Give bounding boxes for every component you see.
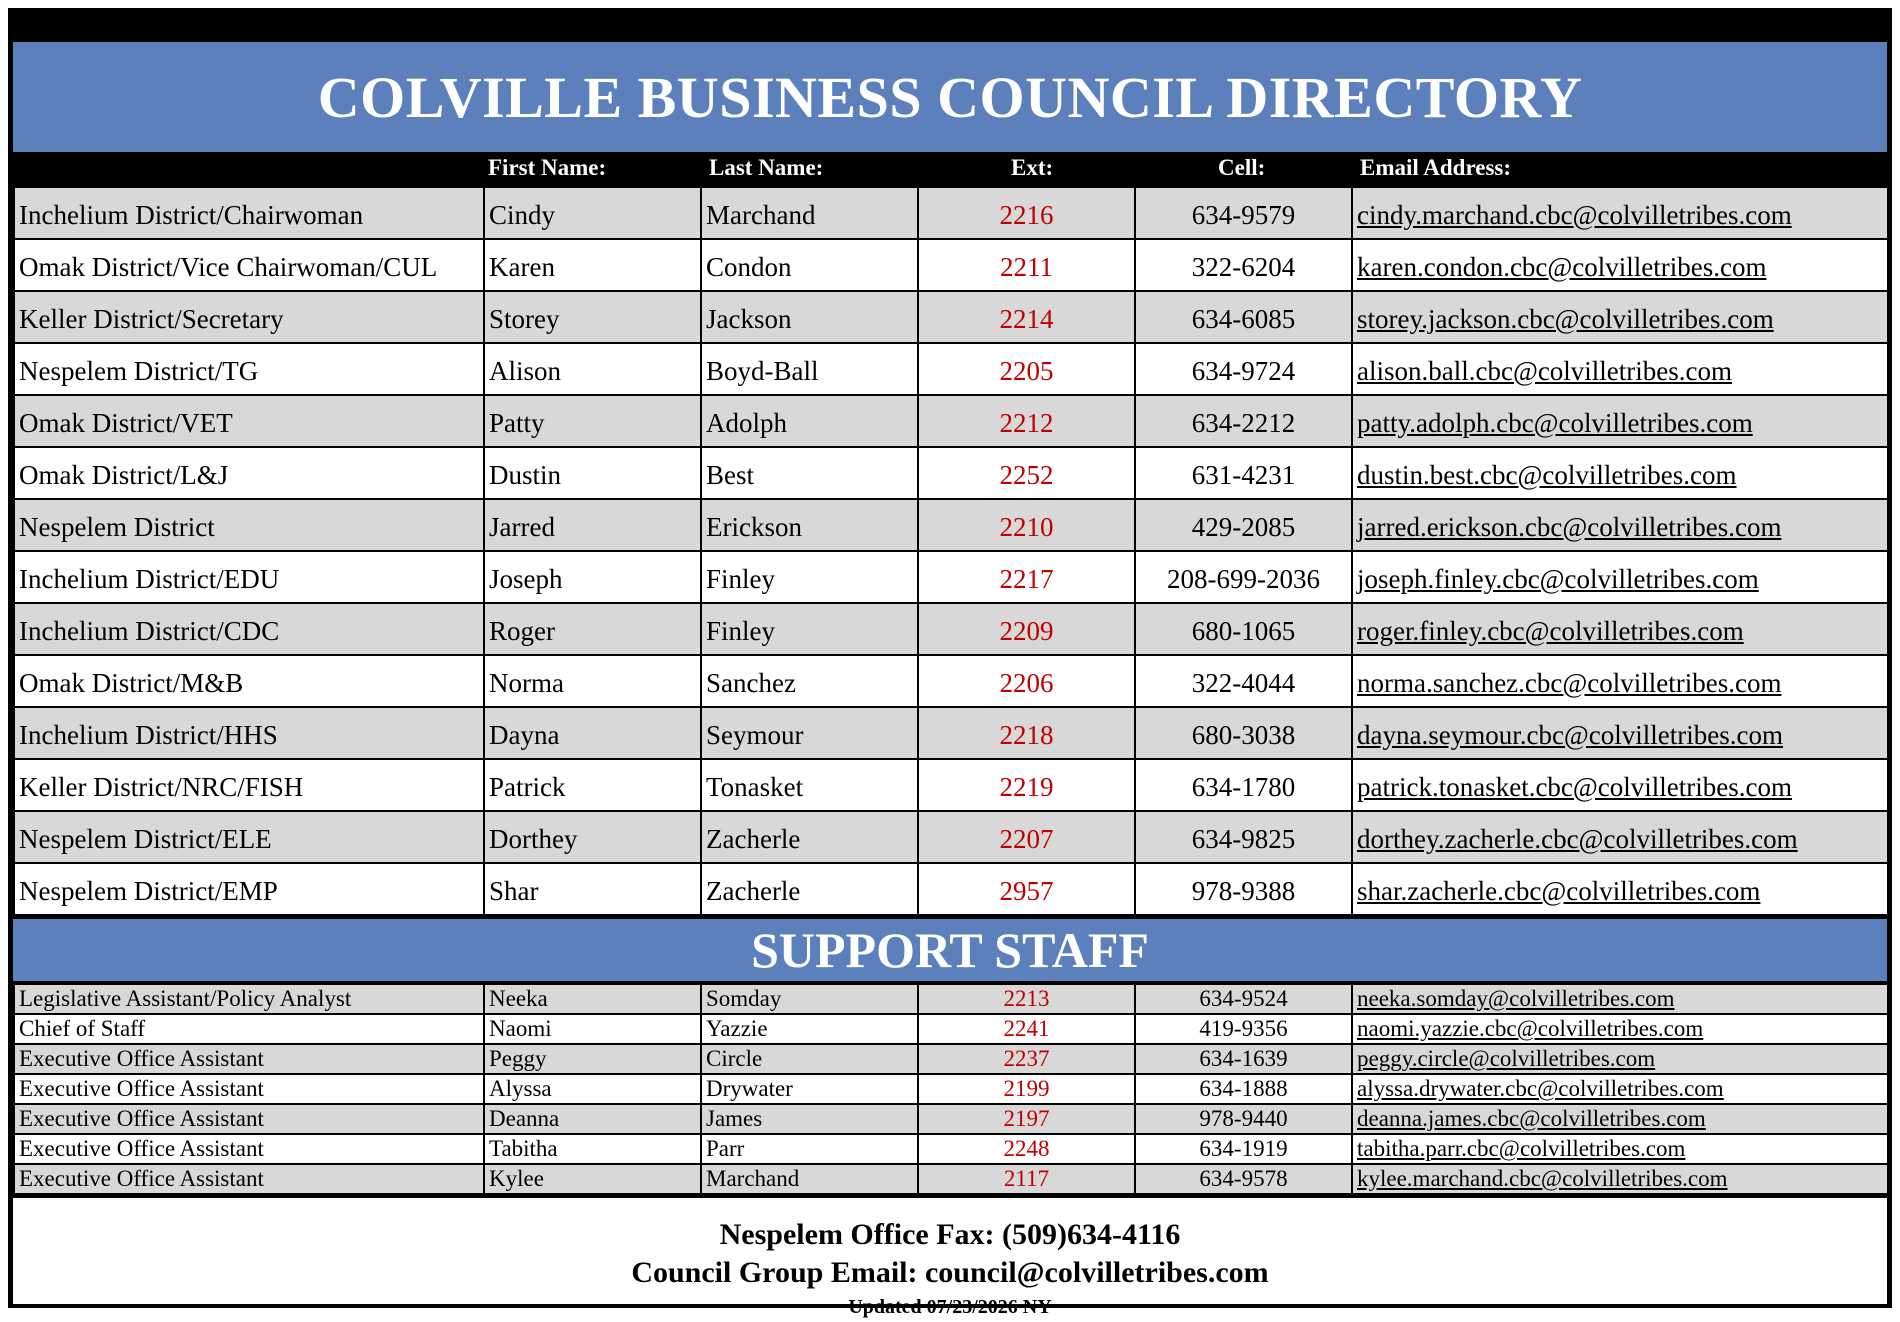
ext-cell: 2206	[918, 655, 1135, 707]
cell-phone-cell: 208-699-2036	[1135, 551, 1352, 603]
council-row	[14, 707, 1888, 759]
last-name-cell: Tonasket	[701, 759, 918, 811]
first-name-cell: Deanna	[484, 1104, 701, 1134]
first-name-cell: Tabitha	[484, 1134, 701, 1164]
role-cell: Inchelium District/HHS	[14, 707, 484, 759]
email-link[interactable]: storey.jackson.cbc@colvilletribes.com	[1352, 291, 1888, 343]
email-link[interactable]: cindy.marchand.cbc@colvilletribes.com	[1352, 187, 1888, 239]
council-row	[14, 603, 1888, 655]
email-link[interactable]: norma.sanchez.cbc@colvilletribes.com	[1352, 655, 1888, 707]
cell-phone-cell: 322-4044	[1135, 655, 1352, 707]
role-cell: Omak District/Vice Chairwoman/CUL	[14, 239, 484, 291]
ext-cell: 2209	[918, 603, 1135, 655]
office-fax: Nespelem Office Fax: (509)634-4116	[719, 1218, 1181, 1251]
header-cell: Cell:	[1218, 155, 1266, 180]
role-cell: Executive Office Assistant	[14, 1104, 484, 1134]
council-row	[14, 759, 1888, 811]
role-cell: Executive Office Assistant	[14, 1074, 484, 1104]
staff-row	[14, 1074, 1888, 1104]
first-name-cell: Storey	[484, 291, 701, 343]
ext-cell: 2117	[918, 1164, 1135, 1194]
first-name-cell: Joseph	[484, 551, 701, 603]
ext-cell: 2197	[918, 1104, 1135, 1134]
ext-cell: 2213	[918, 984, 1135, 1014]
cell-phone-cell: 634-9578	[1135, 1164, 1352, 1194]
role-cell: Omak District/M&B	[14, 655, 484, 707]
last-name-cell: Marchand	[701, 1164, 918, 1194]
cell-phone-cell: 680-1065	[1135, 603, 1352, 655]
first-name-cell: Norma	[484, 655, 701, 707]
email-link[interactable]: dayna.seymour.cbc@colvilletribes.com	[1352, 707, 1888, 759]
ext-cell: 2212	[918, 395, 1135, 447]
last-name-cell: Erickson	[701, 499, 918, 551]
ext-cell: 2207	[918, 811, 1135, 863]
last-name-cell: Drywater	[701, 1074, 918, 1104]
role-cell: Nespelem District/ELE	[14, 811, 484, 863]
staff-row	[14, 1164, 1888, 1194]
cell-phone-cell: 634-1639	[1135, 1044, 1352, 1074]
header-ext: Ext:	[1011, 155, 1054, 180]
last-name-cell: Marchand	[701, 187, 918, 239]
council-row	[14, 343, 1888, 395]
last-name-cell: Circle	[701, 1044, 918, 1074]
first-name-cell: Naomi	[484, 1014, 701, 1044]
last-name-cell: Finley	[701, 551, 918, 603]
ext-cell: 2252	[918, 447, 1135, 499]
role-cell: Inchelium District/Chairwoman	[14, 187, 484, 239]
first-name-cell: Karen	[484, 239, 701, 291]
header-last-name: Last Name:	[709, 155, 824, 180]
first-name-cell: Roger	[484, 603, 701, 655]
last-name-cell: Seymour	[701, 707, 918, 759]
last-name-cell: Parr	[701, 1134, 918, 1164]
first-name-cell: Peggy	[484, 1044, 701, 1074]
council-row	[14, 499, 1888, 551]
first-name-cell: Dayna	[484, 707, 701, 759]
first-name-cell: Dustin	[484, 447, 701, 499]
role-cell: Executive Office Assistant	[14, 1044, 484, 1074]
email-link[interactable]: deanna.james.cbc@colvilletribes.com	[1352, 1104, 1888, 1134]
council-row	[14, 551, 1888, 603]
last-name-cell: Sanchez	[701, 655, 918, 707]
role-cell: Omak District/VET	[14, 395, 484, 447]
last-name-cell: Zacherle	[701, 863, 918, 915]
ext-cell: 2205	[918, 343, 1135, 395]
role-cell: Nespelem District/TG	[14, 343, 484, 395]
ext-cell: 2211	[918, 239, 1135, 291]
first-name-cell: Neeka	[484, 984, 701, 1014]
cell-phone-cell: 429-2085	[1135, 499, 1352, 551]
ext-cell: 2214	[918, 291, 1135, 343]
staff-row	[14, 1134, 1888, 1164]
first-name-cell: Dorthey	[484, 811, 701, 863]
role-cell: Nespelem District	[14, 499, 484, 551]
council-row	[14, 655, 1888, 707]
email-link[interactable]: neeka.somday@colvilletribes.com	[1352, 984, 1888, 1014]
staff-row	[14, 984, 1888, 1014]
council-row	[14, 291, 1888, 343]
first-name-cell: Jarred	[484, 499, 701, 551]
last-name-cell: Boyd-Ball	[701, 343, 918, 395]
ext-cell: 2210	[918, 499, 1135, 551]
directory-sheet	[13, 42, 1887, 1318]
ext-cell: 2237	[918, 1044, 1135, 1074]
first-name-cell: Kylee	[484, 1164, 701, 1194]
cell-phone-cell: 634-9825	[1135, 811, 1352, 863]
header-first-name: First Name:	[488, 155, 607, 180]
council-group-email: Council Group Email: council@colvilletribes.com	[631, 1256, 1269, 1289]
cell-phone-cell: 634-9724	[1135, 343, 1352, 395]
email-link[interactable]: naomi.yazzie.cbc@colvilletribes.com	[1352, 1014, 1888, 1044]
email-link[interactable]: peggy.circle@colvilletribes.com	[1352, 1044, 1888, 1074]
role-cell: Keller District/NRC/FISH	[14, 759, 484, 811]
page-title: COLVILLE BUSINESS COUNCIL DIRECTORY	[13, 42, 1887, 152]
email-link[interactable]: dorthey.zacherle.cbc@colvilletribes.com	[1352, 811, 1888, 863]
role-cell: Inchelium District/EDU	[14, 551, 484, 603]
ext-cell: 2218	[918, 707, 1135, 759]
ext-cell: 2248	[918, 1134, 1135, 1164]
email-link[interactable]: alyssa.drywater.cbc@colvilletribes.com	[1352, 1074, 1888, 1104]
email-link[interactable]: dustin.best.cbc@colvilletribes.com	[1352, 447, 1888, 499]
email-link[interactable]: karen.condon.cbc@colvilletribes.com	[1352, 239, 1888, 291]
first-name-cell: Patty	[484, 395, 701, 447]
first-name-cell: Cindy	[484, 187, 701, 239]
first-name-cell: Alison	[484, 343, 701, 395]
cell-phone-cell: 634-2212	[1135, 395, 1352, 447]
first-name-cell: Patrick	[484, 759, 701, 811]
ext-cell: 2241	[918, 1014, 1135, 1044]
last-name-cell: James	[701, 1104, 918, 1134]
role-cell: Keller District/Secretary	[14, 291, 484, 343]
top-border	[8, 8, 1892, 42]
cell-phone-cell: 634-9579	[1135, 187, 1352, 239]
staff-row	[14, 1014, 1888, 1044]
role-cell: Executive Office Assistant	[14, 1164, 484, 1194]
cell-phone-cell: 634-6085	[1135, 291, 1352, 343]
cell-phone-cell: 680-3038	[1135, 707, 1352, 759]
last-name-cell: Best	[701, 447, 918, 499]
last-name-cell: Yazzie	[701, 1014, 918, 1044]
footer	[13, 1195, 1887, 1322]
email-link[interactable]: jarred.erickson.cbc@colvilletribes.com	[1352, 499, 1888, 551]
cell-phone-cell: 634-9524	[1135, 984, 1352, 1014]
cell-phone-cell: 634-1780	[1135, 759, 1352, 811]
cell-phone-cell: 322-6204	[1135, 239, 1352, 291]
email-link[interactable]: roger.finley.cbc@colvilletribes.com	[1352, 603, 1888, 655]
ext-cell: 2216	[918, 187, 1135, 239]
staff-row	[14, 1044, 1888, 1074]
staff-table	[13, 983, 1889, 1195]
role-cell: Nespelem District/EMP	[14, 863, 484, 915]
staff-row	[14, 1104, 1888, 1134]
email-link[interactable]: tabitha.parr.cbc@colvilletribes.com	[1352, 1134, 1888, 1164]
council-row	[14, 239, 1888, 291]
cell-phone-cell: 634-1888	[1135, 1074, 1352, 1104]
email-link[interactable]: patty.adolph.cbc@colvilletribes.com	[1352, 395, 1888, 447]
council-table	[13, 186, 1889, 916]
email-link[interactable]: kylee.marchand.cbc@colvilletribes.com	[1352, 1164, 1888, 1194]
cell-phone-cell: 419-9356	[1135, 1014, 1352, 1044]
council-row	[14, 395, 1888, 447]
column-header-row	[13, 152, 1887, 186]
header-email: Email Address:	[1360, 155, 1512, 180]
role-cell: Executive Office Assistant	[14, 1134, 484, 1164]
email-link[interactable]: shar.zacherle.cbc@colvilletribes.com	[1352, 863, 1888, 915]
ext-cell: 2219	[918, 759, 1135, 811]
first-name-cell: Shar	[484, 863, 701, 915]
role-cell: Chief of Staff	[14, 1014, 484, 1044]
last-name-cell: Adolph	[701, 395, 918, 447]
cell-phone-cell: 978-9388	[1135, 863, 1352, 915]
email-link[interactable]: alison.ball.cbc@colvilletribes.com	[1352, 343, 1888, 395]
council-row	[14, 447, 1888, 499]
role-cell: Legislative Assistant/Policy Analyst	[14, 984, 484, 1014]
ext-cell: 2199	[918, 1074, 1135, 1104]
last-name-cell: Finley	[701, 603, 918, 655]
last-name-cell: Zacherle	[701, 811, 918, 863]
directory-frame	[8, 8, 1892, 1318]
ext-cell: 2957	[918, 863, 1135, 915]
ext-cell: 2217	[918, 551, 1135, 603]
updated-date: Updated 07/23/2026 NY	[848, 1296, 1052, 1318]
email-link[interactable]: patrick.tonasket.cbc@colvilletribes.com	[1352, 759, 1888, 811]
council-row	[14, 187, 1888, 239]
council-row	[14, 863, 1888, 915]
role-cell: Omak District/L&J	[14, 447, 484, 499]
role-cell: Inchelium District/CDC	[14, 603, 484, 655]
email-link[interactable]: joseph.finley.cbc@colvilletribes.com	[1352, 551, 1888, 603]
last-name-cell: Condon	[701, 239, 918, 291]
cell-phone-cell: 631-4231	[1135, 447, 1352, 499]
last-name-cell: Somday	[701, 984, 918, 1014]
last-name-cell: Jackson	[701, 291, 918, 343]
cell-phone-cell: 634-1919	[1135, 1134, 1352, 1164]
support-staff-title: SUPPORT STAFF	[13, 916, 1887, 983]
first-name-cell: Alyssa	[484, 1074, 701, 1104]
council-row	[14, 811, 1888, 863]
cell-phone-cell: 978-9440	[1135, 1104, 1352, 1134]
